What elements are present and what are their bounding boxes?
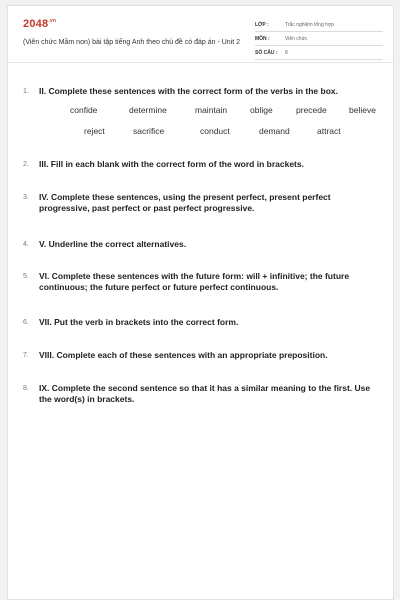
word-item: reject [84,126,105,136]
document-header [8,6,393,63]
question-item[interactable] [23,350,383,361]
question-text: VI. Complete these sentences with the future form: will + infinitive; the future continuous; the future perfect or future perfect continuous. [39,271,350,292]
question-item[interactable] [23,86,383,97]
question-number: 1. [23,88,29,95]
word-item: believe [349,105,376,115]
question-text: IV. Complete these sentences, using the present perfect, present perfect progressive, past perfect or past perfect progressive. [39,192,331,213]
document-page [7,5,394,600]
meta-row-subject [255,32,383,46]
question-text: V. Underline the correct alternatives. [39,239,187,249]
meta-label: SỐ CÂU : [255,49,278,56]
word-item: attract [317,126,341,136]
question-item[interactable] [23,192,383,214]
question-text: VII. Put the verb in brackets into the correct form. [39,317,239,327]
logo-tld: .vn [48,18,57,24]
question-item[interactable] [23,317,383,328]
document-title: (Viên chức Mầm non) bài tập tiếng Anh theo chủ đề có đáp án - Unit 2 [23,39,241,46]
word-item: precede [296,105,327,115]
meta-value: Viên chức [285,35,308,42]
word-item: conduct [200,126,230,136]
question-text: VIII. Complete each of these sentences with an appropriate preposition. [39,350,328,360]
meta-row-count [255,46,383,60]
word-item: sacrifice [133,126,165,136]
question-item[interactable] [23,159,383,170]
question-text: II. Complete these sentences with the correct form of the verbs in the box. [39,86,338,96]
document-meta [255,18,383,60]
question-item[interactable] [23,271,383,293]
word-item: confide [70,105,98,115]
question-text: IX. Complete the second sentence so that it has a similar meaning to the first. Use the word(s) in brackets. [39,383,371,404]
logo-number: 2048 [23,18,49,30]
word-item: oblige [250,105,273,115]
meta-value: 8 [285,49,288,56]
question-number: 5. [23,273,29,280]
question-number: 2. [23,161,29,168]
question-item[interactable] [23,239,383,250]
question-item[interactable] [23,383,383,405]
word-item: maintain [195,105,228,115]
question-number: 8. [23,385,29,392]
question-number: 6. [23,319,29,326]
meta-value: Trắc nghiệm tổng hợp [285,21,334,28]
meta-row-class [255,18,383,32]
word-box-row-1 [23,105,383,117]
word-item: demand [259,126,290,136]
question-number: 4. [23,241,29,248]
word-item: determine [129,105,167,115]
meta-label: LỚP : [255,21,269,28]
site-logo[interactable] [23,18,56,30]
word-box-row-2 [23,126,383,138]
question-number: 3. [23,194,29,201]
question-number: 7. [23,352,29,359]
question-text: III. Fill in each blank with the correct form of the word in brackets. [39,159,304,169]
meta-label: MÔN : [255,35,270,42]
